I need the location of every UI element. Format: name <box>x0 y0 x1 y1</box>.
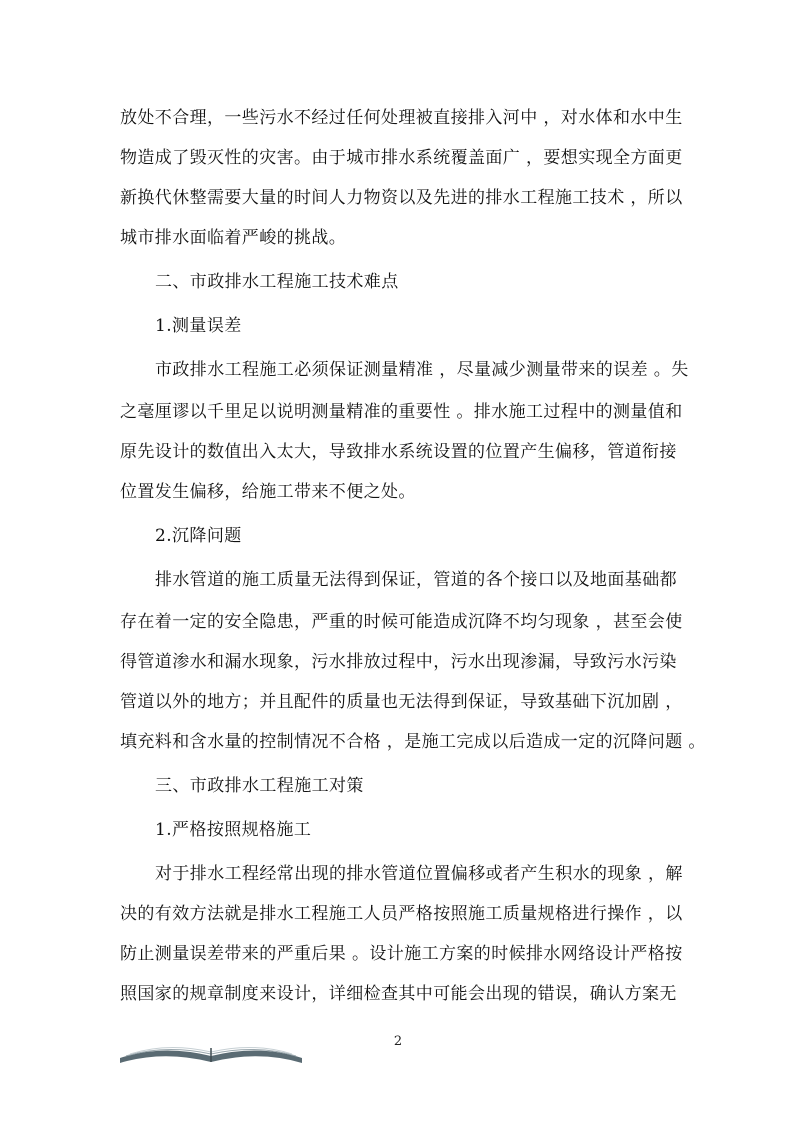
text-line-4: 城市排水面临着严峻的挑战。 <box>120 228 347 248</box>
text-line-13: 存在着一定的安全隐患，严重的时候可能造成沉降不均匀现象 ，甚至会使 <box>120 612 683 632</box>
text-line-2: 物造成了毁灭性的灾害。由于城市排水系统覆盖面广 ，要想实现全方面更 <box>120 148 683 168</box>
text-line-21: 防止测量误差带来的严重后果 。设计施工方案的时候排水网络设计严格按 <box>120 944 683 964</box>
text-line-12: 排水管道的施工质量无法得到保证，管道的各个接口以及地面基础都 <box>155 570 677 590</box>
page-footer <box>0 1030 794 1070</box>
text-line-8: 之毫厘谬以千里足以说明测量精准的重要性 。排水施工过程中的测量值和 <box>120 402 683 422</box>
section-heading-2: 二、市政排水工程施工技术难点 <box>155 272 399 292</box>
section-heading-3: 三、市政排水工程施工对策 <box>155 776 364 796</box>
text-line-22: 照国家的规章制度来设计，详细检查其中可能会出现的错误，确认方案无 <box>120 984 677 1004</box>
text-line-10: 位置发生偏移，给施工带来不便之处。 <box>120 482 416 502</box>
text-line-7: 市政排水工程施工必须保证测量精准 ，尽量减少测量带来的误差 。失 <box>155 360 689 380</box>
text-line-1: 放处不合理，一些污水不经过任何处理被直接排入河中 ，对水体和水中生 <box>120 108 683 128</box>
page-number: 2 <box>393 1034 403 1049</box>
subheading-spec-construction: 1.严格按照规格施工 <box>155 820 312 840</box>
text-line-16: 填充料和含水量的控制情况不合格 ，是施工完成以后造成一定的沉降问题 。 <box>120 732 706 752</box>
text-line-9: 原先设计的数值出入太大，导致排水系统设置的位置产生偏移，管道衔接 <box>120 442 677 462</box>
subheading-measurement-error: 1.测量误差 <box>155 316 242 336</box>
open-book-icon <box>118 1036 304 1066</box>
text-line-15: 管道以外的地方；并且配件的质量也无法得到保证，导致基础下沉加剧 ， <box>120 692 683 712</box>
text-line-19: 对于排水工程经常出现的排水管道位置偏移或者产生积水的现象 ，解 <box>155 864 683 884</box>
text-line-14: 得管道渗水和漏水现象，污水排放过程中，污水出现渗漏，导致污水污染 <box>120 652 677 672</box>
text-line-3: 新换代休整需要大量的时间人力物资以及先进的排水工程施工技术 ，所以 <box>120 188 683 208</box>
subheading-settlement: 2.沉降问题 <box>155 526 242 546</box>
text-line-20: 决的有效方法就是排水工程施工人员严格按照施工质量规格进行操作 ，以 <box>120 904 683 924</box>
